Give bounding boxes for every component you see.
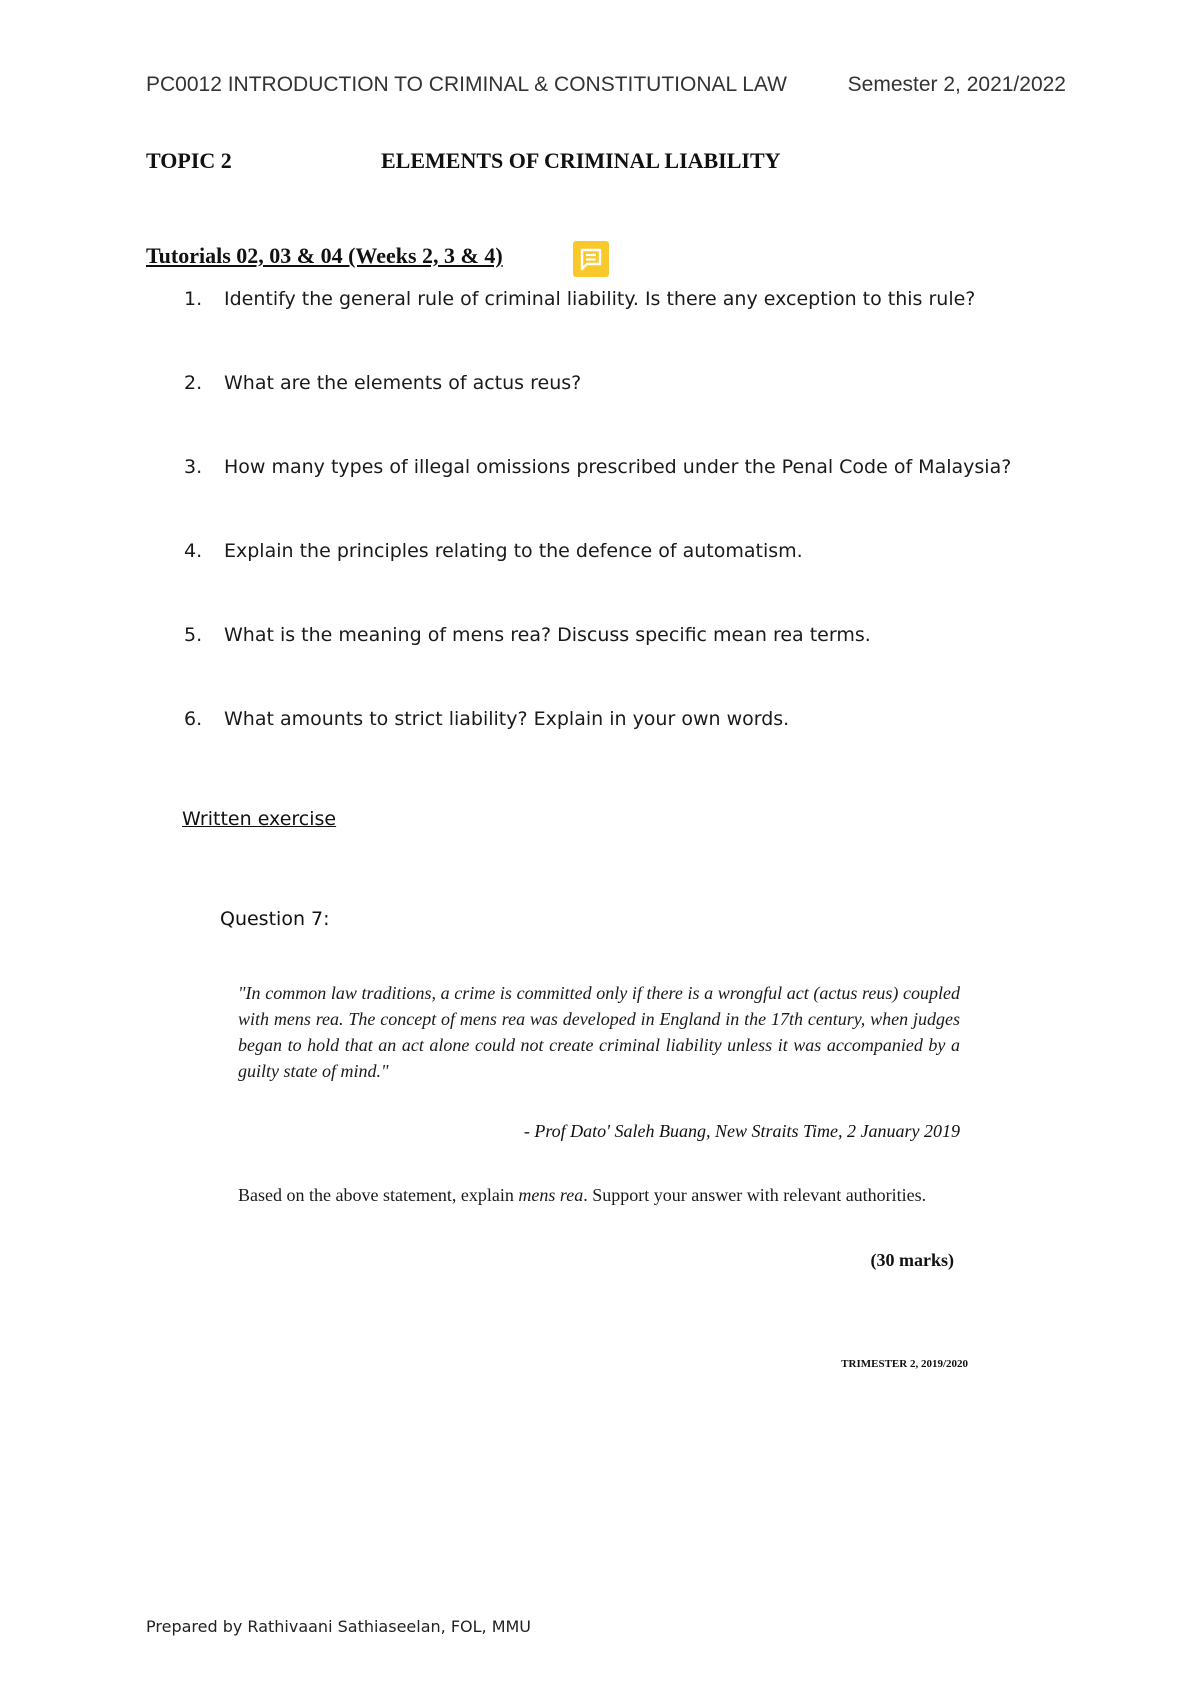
question-2 (146, 372, 581, 394)
question-4 (146, 540, 803, 562)
question-text: Identify the general rule of criminal liability. Is there any exception to this rule? (224, 288, 976, 310)
question-number: 1. (184, 288, 203, 310)
question-6 (146, 708, 789, 730)
question-text: How many types of illegal omissions prescribed under the Penal Code of Malaysia? (224, 456, 1012, 478)
instruction-italic-term: mens rea (518, 1185, 584, 1205)
question-number: 5. (184, 624, 203, 646)
comment-icon[interactable] (573, 241, 609, 277)
written-exercise-heading: Written exercise (182, 808, 337, 830)
instruction-text: Based on the above statement, explain (238, 1185, 519, 1205)
header-semester: Semester 2, 2021/2022 (847, 73, 1066, 96)
question-number: 4. (184, 540, 203, 562)
question-text: What are the elements of actus reus? (224, 372, 582, 394)
question-5 (146, 624, 871, 646)
question-3 (146, 456, 1011, 478)
topic-label: TOPIC 2 (146, 148, 232, 173)
tutorials-heading: Tutorials 02, 03 & 04 (Weeks 2, 3 & 4) (146, 243, 503, 268)
question-text: What is the meaning of mens rea? Discuss specific mean rea terms. (224, 624, 871, 646)
question-number: 3. (184, 456, 203, 478)
footer-prepared-by: Prepared by Rathivaani Sathiaseelan, FOL, MMU (146, 1617, 532, 1636)
question-7-marks: (30 marks) (870, 1250, 954, 1270)
question-text: Explain the principles relating to the defence of automatism. (224, 540, 803, 562)
topic-title: ELEMENTS OF CRIMINAL LIABILITY (381, 148, 781, 173)
question-text: What amounts to strict liability? Explain in your own words. (224, 708, 790, 730)
trimester-label: TRIMESTER 2, 2019/2020 (841, 1358, 968, 1370)
question-7-instruction (238, 1178, 960, 1212)
question-7-quote: "In common law traditions, a crime is committed only if there is a wrongful act (actus reus) coupled with mens rea. The concept of mens rea was developed in England in the 17th century, when judges began to hold that an act alone could not create criminal liability unless it was accompanied by a guilty state of mind." (238, 983, 960, 1081)
question-number: 2. (184, 372, 203, 394)
header-course-title: PC0012 INTRODUCTION TO CRIMINAL & CONSTITUTIONAL LAW (146, 73, 787, 96)
question-7-label: Question 7: (220, 908, 330, 930)
comment-glyph (573, 241, 609, 277)
question-number: 6. (184, 708, 203, 730)
question-1 (146, 288, 975, 310)
quote-attribution: - Prof Dato' Saleh Buang, New Straits Time, 2 January 2019 (523, 1121, 960, 1141)
instruction-text: . Support your answer with relevant authorities. (583, 1185, 927, 1205)
